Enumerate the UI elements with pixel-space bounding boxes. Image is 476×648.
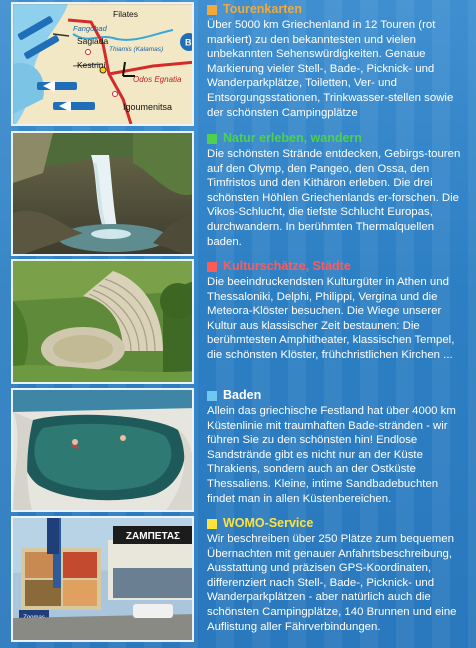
kultur-title: Kulturschätze, Städte bbox=[223, 259, 351, 273]
map-label-igoumenitsa: Igoumenitsa bbox=[123, 102, 173, 112]
natur-title: Natur erleben, wandern bbox=[223, 131, 362, 145]
sea-pool-photo bbox=[11, 388, 194, 512]
womo-heading bbox=[207, 516, 469, 531]
baden-title: Baden bbox=[223, 388, 262, 402]
kultur-body: Die beeindruckendsten Kulturgüter in Athen und Thessaloniki, Delphi, Philippi, Vergina und die Meteora-Klöster besuchen. Die Wiege unserer Kultur aus klassischer Zeit bestaunen: Die berühmtesten Amphitheater, klassischen Tempel, die schönsten Klöster, frühchristlichen Kirchen ... bbox=[207, 276, 455, 361]
amphitheater-graphic bbox=[13, 261, 194, 384]
bullet-square-icon bbox=[207, 262, 217, 272]
natur-body: Die schönsten Strände entdecken, Gebirgs-touren auf den Olymp, den Pangeo, den Ossa, den Timfristos und den Kithäron erleben. Die drei schönsten Höhlen Griechenlands er-forschen. Die Vikos-Schlucht, die tiefste Schlucht Europas, durchwandern. In berühmten Thermalquellen baden. bbox=[207, 148, 461, 248]
baden-heading bbox=[207, 388, 469, 403]
waterfall-graphic bbox=[13, 133, 194, 256]
shop-graphic bbox=[13, 518, 194, 642]
map-label-odos-egnatia: Odos Egnatia bbox=[133, 75, 182, 84]
baden-text bbox=[207, 388, 469, 506]
womo-text bbox=[207, 516, 469, 634]
tourenkarten-title: Tourenkarten bbox=[223, 2, 302, 16]
natur-heading bbox=[207, 131, 469, 146]
baden-body: Allein das griechische Festland hat über 4000 km Küstenlinie mit traumhaften Bade-stränden - wir führen Sie zu den schönsten hin! Endlose Sandstrände gibt es nicht nur an der Küste Thrakiens, sondern auch an der Ostküste Thessaliens. Kleine, intime Sandbadebuchten findet man in allen Küstenbereichen. bbox=[207, 405, 456, 505]
map-label-filates: Filates bbox=[113, 9, 139, 19]
tourenkarten-body: Über 5000 km Griechenland in 12 Touren (rot markiert) zu den bekanntesten und vielen unbekannten Sehenswürdigkeiten. Genaue Markierung vieler Stell-, Bade-, Picknick- und Wanderparkplätze, Toiletten, Ver- und Entsorgungsstationen, Trinkwasser-stellen sowie der schönsten Campingplätze bbox=[207, 19, 454, 119]
route-map-image bbox=[11, 2, 194, 126]
map-label-kestrini: Kestrini bbox=[77, 60, 106, 70]
map-label-fangobad: Fangobad bbox=[73, 24, 107, 33]
tourenkarten-text bbox=[207, 2, 469, 120]
kultur-heading bbox=[207, 259, 469, 274]
section-womo bbox=[0, 516, 476, 646]
bullet-square-icon bbox=[207, 134, 217, 144]
bullet-square-icon bbox=[207, 5, 217, 15]
waterfall-photo bbox=[11, 131, 194, 256]
bullet-square-icon bbox=[207, 391, 217, 401]
kultur-text bbox=[207, 259, 469, 363]
amphitheater-photo bbox=[11, 259, 194, 384]
section-tourenkarten bbox=[0, 2, 476, 128]
natur-text bbox=[207, 131, 469, 249]
map-label-b: B bbox=[185, 37, 192, 48]
route-map-graphic bbox=[13, 4, 194, 126]
map-label-sagiada: Sagiada bbox=[77, 36, 109, 46]
map-label-thiamis: Thiamis (Kalamas) bbox=[109, 46, 164, 53]
sea-pool-graphic bbox=[13, 390, 194, 512]
section-natur bbox=[0, 131, 476, 257]
section-baden bbox=[0, 388, 476, 514]
section-kultur bbox=[0, 259, 476, 385]
bullet-square-icon bbox=[207, 519, 217, 529]
shop-sign-text: ΖΑΜΠΕΤΑΣ bbox=[125, 531, 181, 542]
tourenkarten-heading bbox=[207, 2, 469, 17]
shop-photo bbox=[11, 516, 194, 642]
womo-body: Wir beschreiben über 250 Plätze zum bequemen Übernachten mit genauer Anfahrtsbeschreibung, Ausstattung und präzisen GPS-Koordinaten, differenziert nach Stell-, Bade-, Picknick- und Wanderparkplätzen - aber natürlich auch die schönsten Campingplätze, 140 Brunnen und eine Auflistung aller Fährverbindungen. bbox=[207, 533, 457, 633]
womo-title: WOMO-Service bbox=[223, 516, 314, 530]
